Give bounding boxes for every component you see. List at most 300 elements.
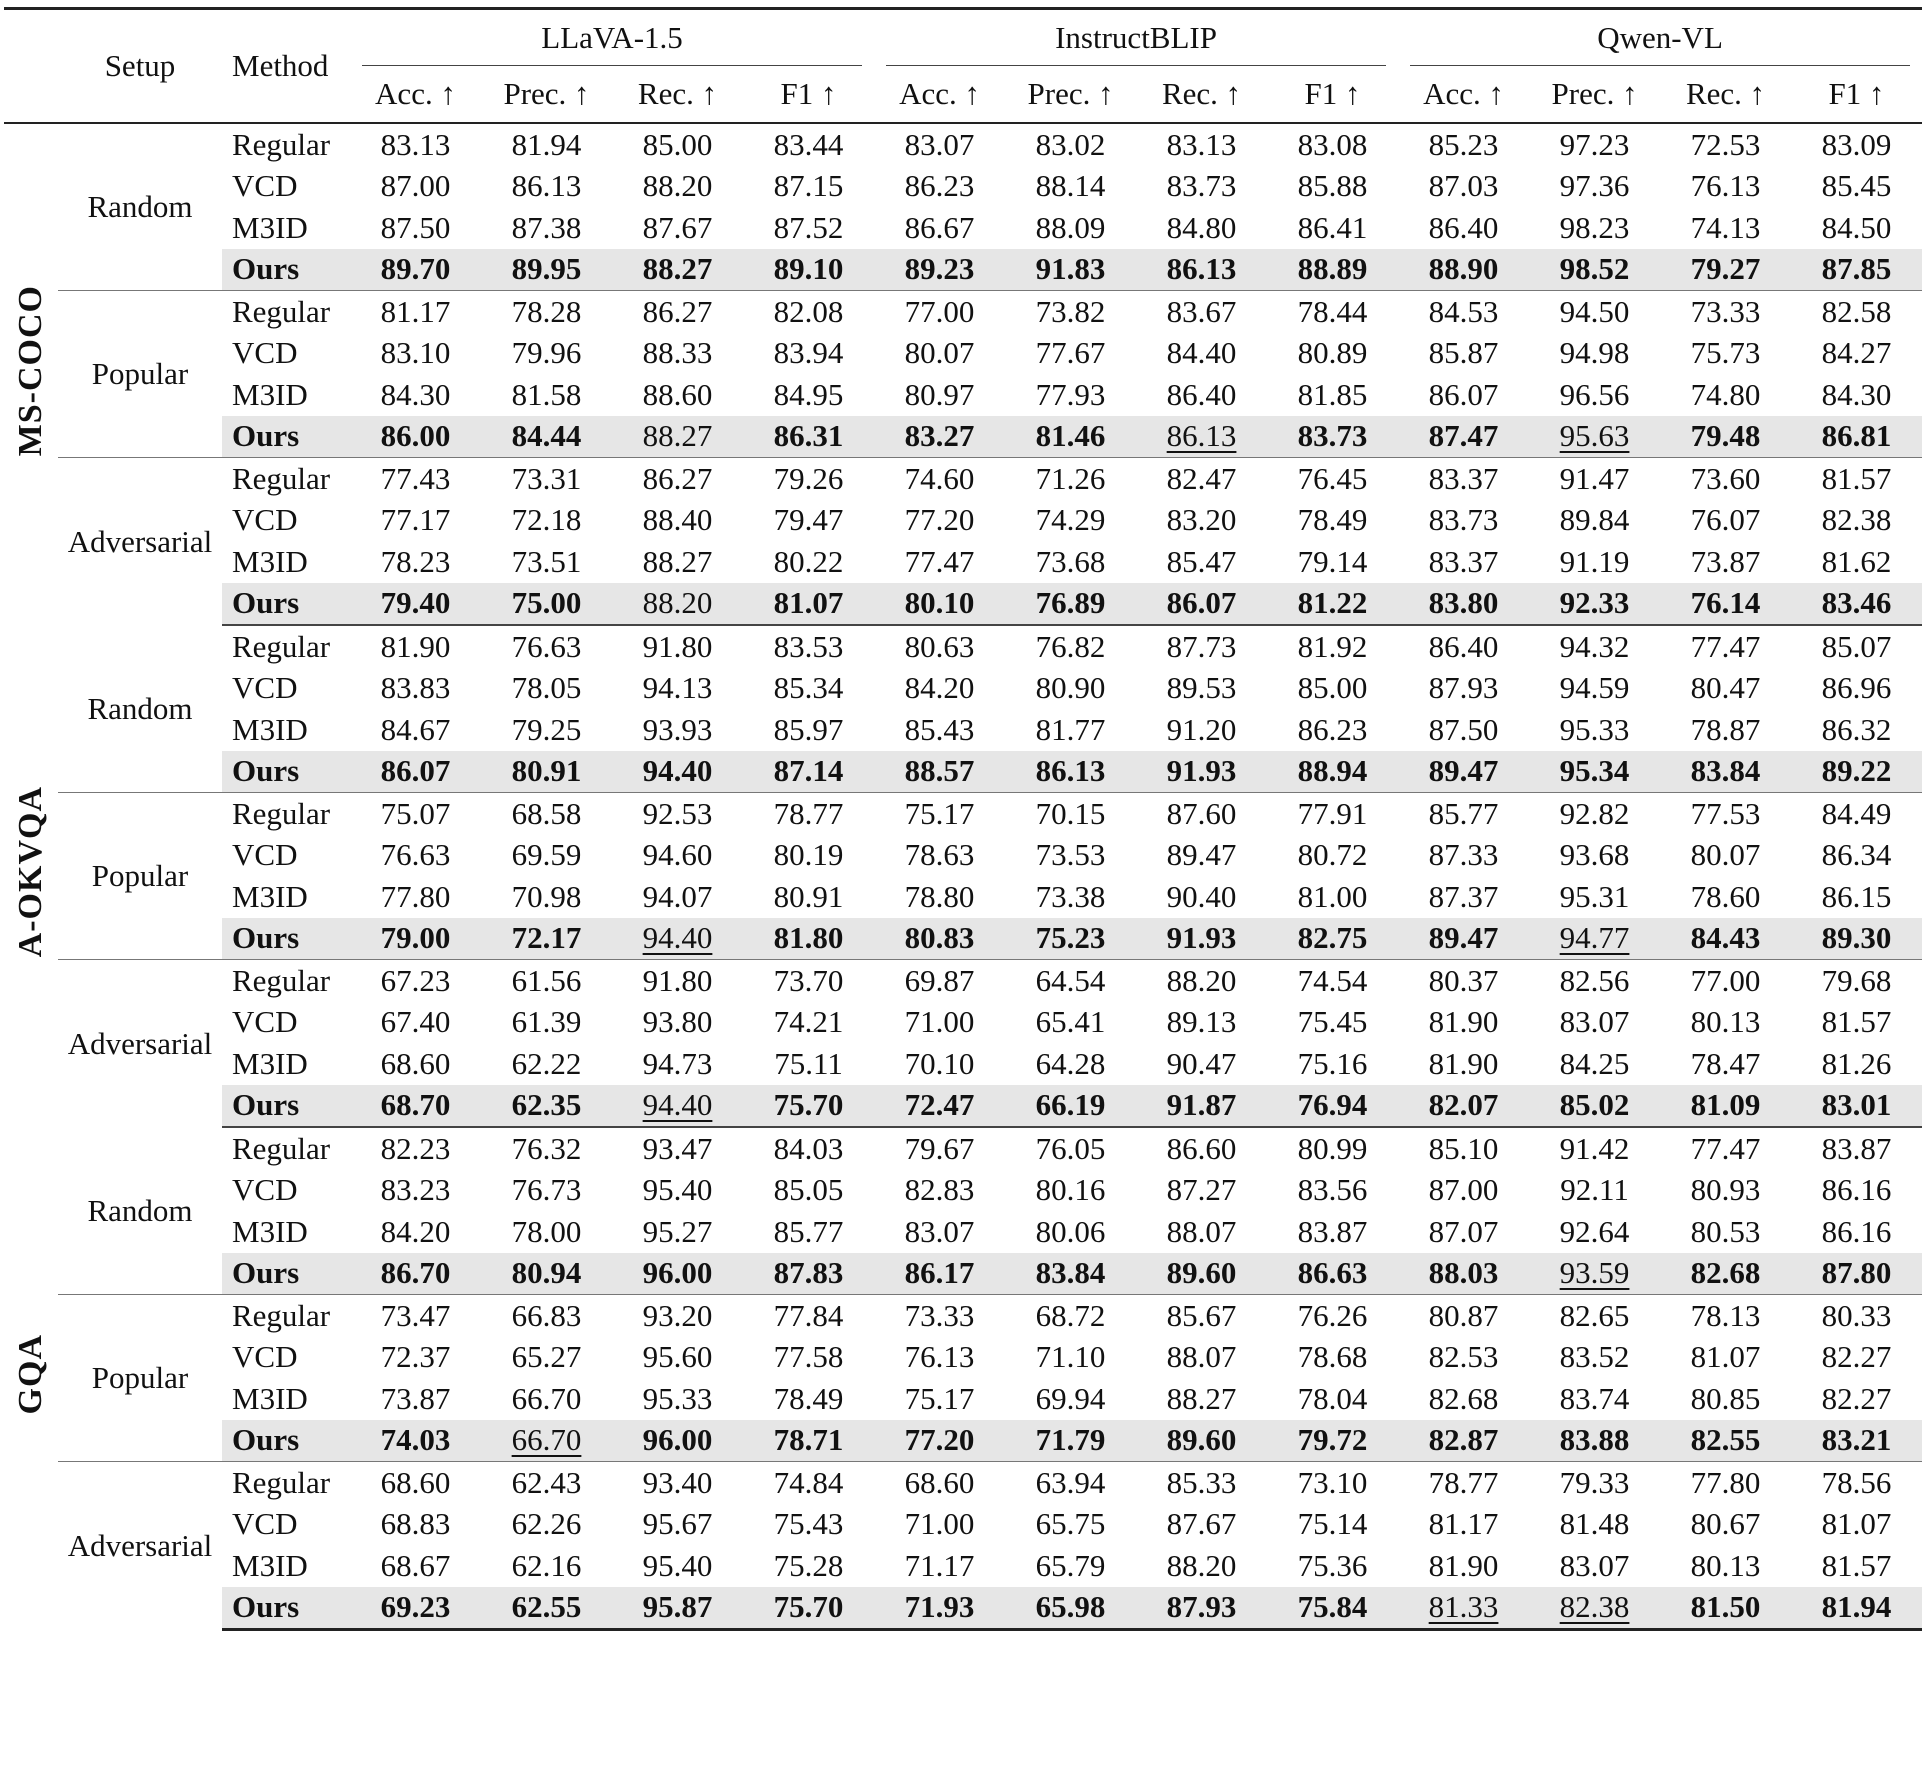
value-cell: [1529, 1211, 1660, 1253]
value-text: 95.63: [1559, 418, 1630, 454]
value-text: 83.52: [1559, 1339, 1630, 1375]
value-cell: [1136, 123, 1267, 166]
value-text: 65.79: [1035, 1547, 1106, 1583]
value-text: 83.07: [1559, 1547, 1630, 1583]
value-text: 89.47: [1428, 920, 1499, 956]
value-text: 87.07: [1428, 1213, 1499, 1249]
value-cell: [1791, 1002, 1922, 1044]
metric-header: F1 ↑: [1791, 66, 1922, 123]
value-cell: [1267, 500, 1398, 542]
value-cell: [874, 918, 1005, 960]
value-text: 86.60: [1166, 1130, 1237, 1166]
value-text: 83.27: [904, 418, 975, 454]
value-text: 88.20: [1166, 1547, 1237, 1583]
table-row: [4, 1170, 1922, 1212]
value-cell: [481, 541, 612, 583]
value-cell: [1267, 458, 1398, 500]
value-text: 73.10: [1297, 1464, 1368, 1500]
value-text: 83.56: [1297, 1172, 1368, 1208]
value-cell: [481, 709, 612, 751]
value-text: 80.53: [1690, 1213, 1761, 1249]
value-text: 91.93: [1166, 920, 1237, 956]
value-cell: [874, 751, 1005, 793]
value-text: 77.67: [1035, 335, 1106, 371]
value-cell: [1791, 1170, 1922, 1212]
value-text: 73.38: [1035, 878, 1106, 914]
value-cell: [1005, 291, 1136, 333]
value-cell: [1005, 416, 1136, 458]
value-text: 84.80: [1166, 209, 1237, 245]
value-text: 78.13: [1690, 1297, 1761, 1333]
value-cell: [1136, 1295, 1267, 1337]
value-text: 70.10: [904, 1045, 975, 1081]
value-cell: [874, 541, 1005, 583]
value-text: 73.47: [380, 1297, 451, 1333]
value-cell: [743, 1211, 874, 1253]
dataset-label: [4, 123, 58, 625]
value-text: 86.13: [1035, 753, 1106, 789]
value-cell: [1791, 166, 1922, 208]
value-text: 88.27: [642, 543, 713, 579]
value-text: 81.90: [1428, 1045, 1499, 1081]
value-text: 85.88: [1297, 168, 1368, 204]
value-text: 86.07: [1428, 376, 1499, 412]
value-cell: [1136, 1504, 1267, 1546]
value-cell: [1398, 207, 1529, 249]
value-cell: [1529, 709, 1660, 751]
value-text: 87.33: [1428, 837, 1499, 873]
value-text: 92.53: [642, 795, 713, 831]
value-text: 85.23: [1428, 126, 1499, 162]
value-text: 98.23: [1559, 209, 1630, 245]
value-cell: [350, 1085, 481, 1128]
value-cell: [874, 625, 1005, 668]
value-cell: [1005, 751, 1136, 793]
value-cell: [1529, 668, 1660, 710]
value-text: 81.48: [1559, 1506, 1630, 1542]
value-text: 72.47: [904, 1087, 975, 1123]
value-cell: [481, 166, 612, 208]
value-cell: [1005, 541, 1136, 583]
value-text: 82.58: [1821, 293, 1892, 329]
value-cell: [1791, 500, 1922, 542]
method-cell: Regular: [232, 628, 331, 664]
value-cell: [1660, 500, 1791, 542]
value-cell: [743, 1337, 874, 1379]
value-text: 87.37: [1428, 878, 1499, 914]
value-text: 84.49: [1821, 795, 1892, 831]
value-text: 80.06: [1035, 1213, 1106, 1249]
value-text: 83.88: [1559, 1422, 1630, 1458]
value-text: 79.00: [380, 920, 451, 956]
value-cell: [1136, 583, 1267, 626]
value-cell: [1136, 166, 1267, 208]
value-text: 68.70: [380, 1087, 451, 1123]
value-cell: [1398, 1420, 1529, 1462]
value-cell: [743, 207, 874, 249]
value-cell: [1529, 1337, 1660, 1379]
value-cell: [743, 1127, 874, 1170]
value-text: 81.57: [1821, 1004, 1892, 1040]
value-cell: [874, 668, 1005, 710]
value-text: 88.07: [1166, 1339, 1237, 1375]
value-text: 77.91: [1297, 795, 1368, 831]
model-header-llava: LLaVA-1.5: [350, 9, 874, 67]
value-text: 94.50: [1559, 293, 1630, 329]
value-cell: [1267, 1545, 1398, 1587]
value-cell: [1791, 835, 1922, 877]
value-text: 78.63: [904, 837, 975, 873]
metric-header: F1 ↑: [743, 66, 874, 123]
value-text: 75.16: [1297, 1045, 1368, 1081]
value-cell: [1660, 207, 1791, 249]
value-cell: [350, 1127, 481, 1170]
value-text: 78.68: [1297, 1339, 1368, 1375]
value-cell: [612, 458, 743, 500]
value-cell: [612, 333, 743, 375]
value-text: 75.28: [773, 1547, 844, 1583]
setup-header: Setup: [58, 9, 222, 124]
value-cell: [1791, 333, 1922, 375]
value-text: 81.26: [1821, 1045, 1892, 1081]
value-cell: [1660, 1545, 1791, 1587]
value-text: 82.68: [1428, 1380, 1499, 1416]
value-cell: [743, 1170, 874, 1212]
method-cell: Ours: [222, 583, 350, 626]
method-cell: Regular: [232, 795, 331, 831]
value-cell: [1791, 583, 1922, 626]
table-row: [4, 207, 1922, 249]
value-text: 91.19: [1559, 543, 1630, 579]
value-text: 94.73: [642, 1045, 713, 1081]
value-text: 95.27: [642, 1213, 713, 1249]
value-cell: [874, 123, 1005, 166]
value-cell: [350, 1211, 481, 1253]
value-text: 74.84: [773, 1464, 844, 1500]
value-text: 68.58: [511, 795, 582, 831]
value-text: 87.50: [1428, 711, 1499, 747]
value-cell: [1267, 793, 1398, 835]
table-row: [4, 291, 1922, 333]
value-text: 66.70: [511, 1422, 582, 1458]
value-text: 82.75: [1297, 920, 1368, 956]
value-text: 76.94: [1297, 1087, 1368, 1123]
value-cell: [874, 1253, 1005, 1295]
metric-header: Rec. ↑: [1136, 66, 1267, 123]
value-cell: [1136, 1462, 1267, 1504]
value-cell: [1660, 374, 1791, 416]
value-cell: [350, 751, 481, 793]
value-text: 72.53: [1690, 126, 1761, 162]
value-cell: [612, 1378, 743, 1420]
table-row: [4, 1420, 1922, 1462]
value-cell: [612, 541, 743, 583]
value-text: 77.84: [773, 1297, 844, 1333]
value-cell: [743, 1002, 874, 1044]
value-text: 82.68: [1690, 1255, 1761, 1291]
model-header-qwen: Qwen-VL: [1398, 9, 1922, 67]
value-text: 88.90: [1428, 251, 1499, 287]
value-text: 93.59: [1559, 1255, 1630, 1291]
value-cell: [1005, 1002, 1136, 1044]
value-text: 61.56: [511, 962, 582, 998]
value-text: 83.10: [380, 335, 451, 371]
value-cell: [1660, 1337, 1791, 1379]
value-cell: [350, 416, 481, 458]
method-cell: M3ID: [232, 1547, 308, 1583]
value-text: 96.00: [642, 1255, 713, 1291]
value-cell: [1005, 960, 1136, 1002]
value-text: 75.00: [511, 585, 582, 621]
value-cell: [743, 668, 874, 710]
value-text: 63.94: [1035, 1464, 1106, 1500]
value-cell: [1529, 625, 1660, 668]
value-text: 83.80: [1428, 585, 1499, 621]
table-row: [4, 709, 1922, 751]
value-text: 84.30: [380, 376, 451, 412]
value-cell: [1660, 918, 1791, 960]
value-text: 84.30: [1821, 376, 1892, 412]
value-cell: [1136, 333, 1267, 375]
value-cell: [1660, 123, 1791, 166]
value-cell: [481, 1253, 612, 1295]
value-cell: [743, 1504, 874, 1546]
value-text: 81.22: [1297, 585, 1368, 621]
value-cell: [1398, 793, 1529, 835]
value-cell: [1267, 1043, 1398, 1085]
value-text: 83.37: [1428, 543, 1499, 579]
value-cell: [1660, 249, 1791, 291]
value-cell: [350, 374, 481, 416]
value-cell: [1005, 1211, 1136, 1253]
value-text: 80.47: [1690, 670, 1761, 706]
model-header-instructblip: InstructBLIP: [874, 9, 1398, 67]
value-text: 82.08: [773, 293, 844, 329]
value-cell: [1005, 500, 1136, 542]
value-cell: [1005, 1295, 1136, 1337]
value-text: 79.40: [380, 585, 451, 621]
value-cell: [1660, 876, 1791, 918]
value-text: 82.56: [1559, 962, 1630, 998]
value-cell: [1005, 1253, 1136, 1295]
value-text: 83.53: [773, 628, 844, 664]
value-text: 89.22: [1821, 753, 1892, 789]
value-cell: [1529, 1085, 1660, 1128]
value-cell: [1660, 1420, 1791, 1462]
value-text: 86.16: [1821, 1172, 1892, 1208]
value-text: 83.73: [1166, 168, 1237, 204]
value-cell: [350, 1545, 481, 1587]
value-cell: [1267, 1462, 1398, 1504]
value-text: 76.63: [380, 837, 451, 873]
value-text: 86.81: [1821, 418, 1892, 454]
value-cell: [350, 960, 481, 1002]
value-text: 77.20: [904, 1422, 975, 1458]
value-text: 80.91: [773, 878, 844, 914]
value-cell: [612, 918, 743, 960]
value-cell: [1267, 751, 1398, 793]
value-text: 85.02: [1559, 1087, 1630, 1123]
value-cell: [350, 1462, 481, 1504]
value-text: 87.03: [1428, 168, 1499, 204]
value-cell: [1660, 1170, 1791, 1212]
value-text: 77.00: [904, 293, 975, 329]
value-text: 86.40: [1428, 209, 1499, 245]
value-cell: [350, 1043, 481, 1085]
value-cell: [350, 1002, 481, 1044]
value-text: 81.33: [1428, 1589, 1499, 1625]
value-cell: [874, 1504, 1005, 1546]
dataset-name: GQA: [12, 1334, 49, 1415]
metric-header: F1 ↑: [1267, 66, 1398, 123]
value-cell: [1267, 291, 1398, 333]
value-cell: [1529, 416, 1660, 458]
value-cell: [1791, 291, 1922, 333]
value-text: 88.03: [1428, 1255, 1499, 1291]
value-text: 84.50: [1821, 209, 1892, 245]
value-text: 94.40: [642, 920, 713, 956]
value-cell: [1529, 166, 1660, 208]
value-text: 83.83: [380, 670, 451, 706]
value-cell: [1267, 876, 1398, 918]
value-text: 82.27: [1821, 1339, 1892, 1375]
value-cell: [874, 1002, 1005, 1044]
value-text: 68.60: [904, 1464, 975, 1500]
value-text: 90.40: [1166, 878, 1237, 914]
value-text: 77.47: [1690, 628, 1761, 664]
value-text: 78.56: [1821, 1464, 1892, 1500]
metric-header: Acc. ↑: [1398, 66, 1529, 123]
value-text: 87.52: [773, 209, 844, 245]
value-text: 95.40: [642, 1547, 713, 1583]
value-cell: [1529, 1587, 1660, 1630]
value-cell: [743, 918, 874, 960]
dataset-label: [4, 1127, 58, 1630]
value-cell: [874, 166, 1005, 208]
value-cell: [1529, 458, 1660, 500]
value-text: 86.96: [1821, 670, 1892, 706]
value-text: 94.40: [642, 753, 713, 789]
value-cell: [1529, 918, 1660, 960]
value-cell: [1529, 960, 1660, 1002]
value-cell: [1136, 1085, 1267, 1128]
value-text: 70.98: [511, 878, 582, 914]
value-cell: [874, 1211, 1005, 1253]
value-cell: [350, 668, 481, 710]
value-cell: [350, 207, 481, 249]
value-text: 73.53: [1035, 837, 1106, 873]
value-text: 86.13: [1166, 418, 1237, 454]
value-text: 84.25: [1559, 1045, 1630, 1081]
value-text: 95.40: [642, 1172, 713, 1208]
value-cell: [1660, 625, 1791, 668]
value-cell: [350, 500, 481, 542]
value-cell: [481, 291, 612, 333]
value-text: 74.80: [1690, 376, 1761, 412]
value-cell: [1791, 793, 1922, 835]
value-cell: [1660, 1253, 1791, 1295]
value-cell: [1660, 960, 1791, 1002]
value-text: 83.23: [380, 1172, 451, 1208]
value-text: 89.10: [773, 251, 844, 287]
value-text: 83.87: [1297, 1213, 1368, 1249]
value-cell: [874, 960, 1005, 1002]
value-text: 80.87: [1428, 1297, 1499, 1333]
value-text: 79.14: [1297, 543, 1368, 579]
value-cell: [1005, 1587, 1136, 1630]
value-cell: [481, 793, 612, 835]
value-cell: [481, 207, 612, 249]
value-text: 77.80: [1690, 1464, 1761, 1500]
value-cell: [481, 751, 612, 793]
value-text: 86.32: [1821, 711, 1892, 747]
value-cell: [1791, 1504, 1922, 1546]
value-text: 80.19: [773, 837, 844, 873]
value-text: 81.09: [1690, 1087, 1761, 1123]
value-cell: [1660, 751, 1791, 793]
value-text: 86.23: [904, 168, 975, 204]
value-cell: [612, 709, 743, 751]
value-text: 75.43: [773, 1506, 844, 1542]
value-cell: [1005, 1545, 1136, 1587]
value-text: 83.44: [773, 126, 844, 162]
value-text: 89.70: [380, 251, 451, 287]
value-text: 93.40: [642, 1464, 713, 1500]
method-cell: VCD: [232, 1506, 298, 1542]
value-cell: [1398, 333, 1529, 375]
value-cell: [874, 1462, 1005, 1504]
value-cell: [1005, 709, 1136, 751]
value-text: 75.70: [773, 1589, 844, 1625]
value-cell: [350, 793, 481, 835]
value-cell: [1529, 876, 1660, 918]
value-text: 80.33: [1821, 1297, 1892, 1333]
value-cell: [1398, 1378, 1529, 1420]
value-text: 95.60: [642, 1339, 713, 1375]
value-cell: [1791, 876, 1922, 918]
value-cell: [1136, 918, 1267, 960]
value-cell: [481, 1127, 612, 1170]
table-row: [4, 876, 1922, 918]
method-cell: VCD: [232, 1339, 298, 1375]
value-text: 80.91: [511, 753, 582, 789]
value-cell: [1005, 1378, 1136, 1420]
value-text: 76.26: [1297, 1297, 1368, 1333]
value-cell: [1660, 835, 1791, 877]
value-cell: [350, 583, 481, 626]
value-text: 80.93: [1690, 1172, 1761, 1208]
value-text: 78.60: [1690, 878, 1761, 914]
value-cell: [1660, 1462, 1791, 1504]
value-cell: [1791, 1253, 1922, 1295]
value-cell: [612, 1545, 743, 1587]
value-text: 92.11: [1560, 1172, 1629, 1208]
value-text: 75.84: [1297, 1589, 1368, 1625]
value-cell: [1136, 1002, 1267, 1044]
value-cell: [874, 207, 1005, 249]
value-cell: [743, 960, 874, 1002]
method-cell: M3ID: [232, 209, 308, 245]
value-text: 88.27: [642, 251, 713, 287]
value-text: 81.92: [1297, 628, 1368, 664]
dataset-name: A-OKVQA: [12, 786, 49, 958]
value-cell: [1529, 793, 1660, 835]
method-cell: Ours: [222, 1253, 350, 1295]
setup-label: Adversarial: [67, 523, 213, 559]
value-text: 68.60: [380, 1045, 451, 1081]
value-cell: [1005, 1085, 1136, 1128]
value-text: 83.02: [1035, 126, 1106, 162]
